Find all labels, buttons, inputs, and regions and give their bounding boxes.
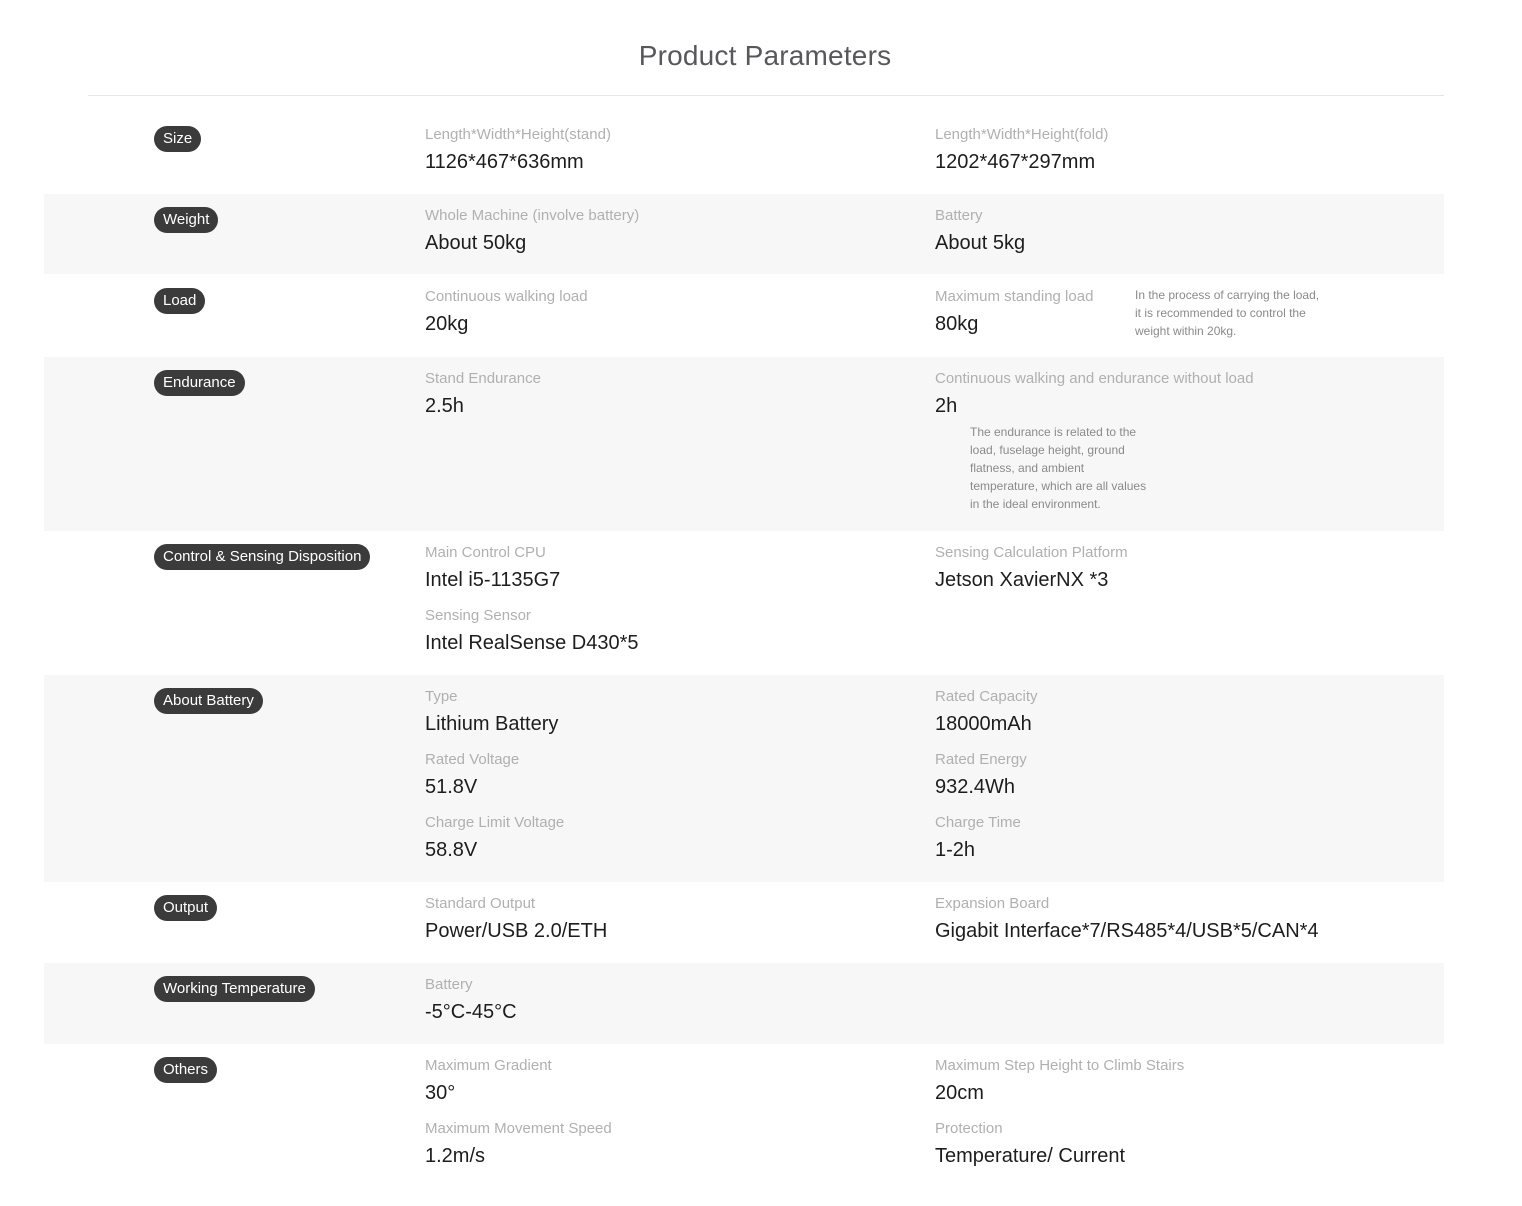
param-row-others	[44, 1044, 1444, 1184]
param-row-endurance	[44, 357, 1444, 531]
field-label: Rated Capacity	[935, 688, 1038, 705]
field-value: Temperature/ Current	[935, 1145, 1126, 1167]
field-value: Intel RealSense D430*5	[425, 632, 639, 654]
category-badge-size: Size	[154, 126, 201, 152]
field-value: Intel i5-1135G7	[425, 569, 561, 591]
field-label: Main Control CPU	[425, 544, 546, 561]
field-label: Continuous walking and endurance without load	[935, 370, 1254, 387]
field-label: Battery	[425, 976, 473, 993]
field-label: Sensing Calculation Platform	[935, 544, 1128, 561]
field-label: Charge Limit Voltage	[425, 814, 565, 831]
field-value: 20kg	[425, 313, 469, 335]
field-value: 2h	[935, 395, 958, 417]
load-note: In the process of carrying the load, it is recommended to control the weight within 20kg.	[1135, 288, 1320, 338]
field-value: Jetson XavierNX *3	[935, 569, 1109, 591]
field-value: 1126*467*636mm	[425, 151, 584, 173]
field-value: 20cm	[935, 1082, 984, 1104]
endurance-note: The endurance is related to the load, fuselage height, ground flatness, and ambient temperature, which are all values in the ideal environment.	[970, 425, 1147, 511]
field-value: About 50kg	[425, 232, 527, 254]
field-label: Maximum Gradient	[425, 1057, 552, 1074]
category-badge-endurance: Endurance	[154, 370, 245, 396]
field-value: 80kg	[935, 313, 979, 335]
param-row-size	[44, 110, 1444, 194]
field-value: 51.8V	[425, 776, 478, 798]
category-badge-battery: About Battery	[154, 688, 263, 714]
param-row-battery	[44, 675, 1444, 882]
param-row-output	[44, 882, 1444, 963]
param-row-working-temperature	[44, 963, 1444, 1044]
field-value: Lithium Battery	[425, 713, 559, 735]
field-label: Continuous walking load	[425, 288, 588, 305]
field-label: Length*Width*Height(fold)	[935, 126, 1109, 143]
field-value: Power/USB 2.0/ETH	[425, 920, 608, 942]
field-value: 18000mAh	[935, 713, 1032, 735]
field-label: Standard Output	[425, 895, 536, 912]
field-value: 58.8V	[425, 839, 478, 861]
field-value: 932.4Wh	[935, 776, 1016, 798]
field-label: Type	[425, 688, 458, 705]
field-label: Maximum standing load	[935, 288, 1094, 305]
field-value: 1-2h	[935, 839, 976, 861]
field-label: Protection	[935, 1120, 1003, 1137]
field-value: 1202*467*297mm	[935, 151, 1096, 173]
title-divider	[88, 95, 1444, 96]
field-label: Sensing Sensor	[425, 607, 531, 624]
field-label: Length*Width*Height(stand)	[425, 126, 611, 143]
field-label: Charge Time	[935, 814, 1021, 831]
field-value: Gigabit Interface*7/RS485*4/USB*5/CAN*4	[935, 920, 1319, 942]
page-title: Product Parameters	[638, 40, 892, 71]
field-label: Stand Endurance	[425, 370, 541, 387]
field-value: About 5kg	[935, 232, 1026, 254]
field-value: 30°	[425, 1082, 456, 1104]
category-badge-weight: Weight	[154, 207, 218, 233]
category-badge-others: Others	[154, 1057, 217, 1083]
param-row-load	[44, 274, 1444, 357]
category-badge-output: Output	[154, 895, 217, 921]
field-label: Rated Energy	[935, 751, 1027, 768]
category-badge-load: Load	[154, 288, 205, 314]
field-label: Whole Machine (involve battery)	[425, 207, 640, 224]
field-label: Rated Voltage	[425, 751, 520, 768]
category-badge-working-temperature: Working Temperature	[154, 976, 315, 1002]
field-value: 1.2m/s	[425, 1145, 486, 1167]
category-badge-control-sensing: Control & Sensing Disposition	[154, 544, 370, 570]
field-label: Maximum Movement Speed	[425, 1120, 612, 1137]
param-row-control-sensing	[44, 531, 1444, 675]
field-label: Maximum Step Height to Climb Stairs	[935, 1057, 1185, 1074]
field-value: -5°C-45°C	[425, 1001, 517, 1023]
field-label: Expansion Board	[935, 895, 1050, 912]
param-row-weight	[44, 194, 1444, 274]
field-label: Battery	[935, 207, 983, 224]
field-value: 2.5h	[425, 395, 464, 417]
